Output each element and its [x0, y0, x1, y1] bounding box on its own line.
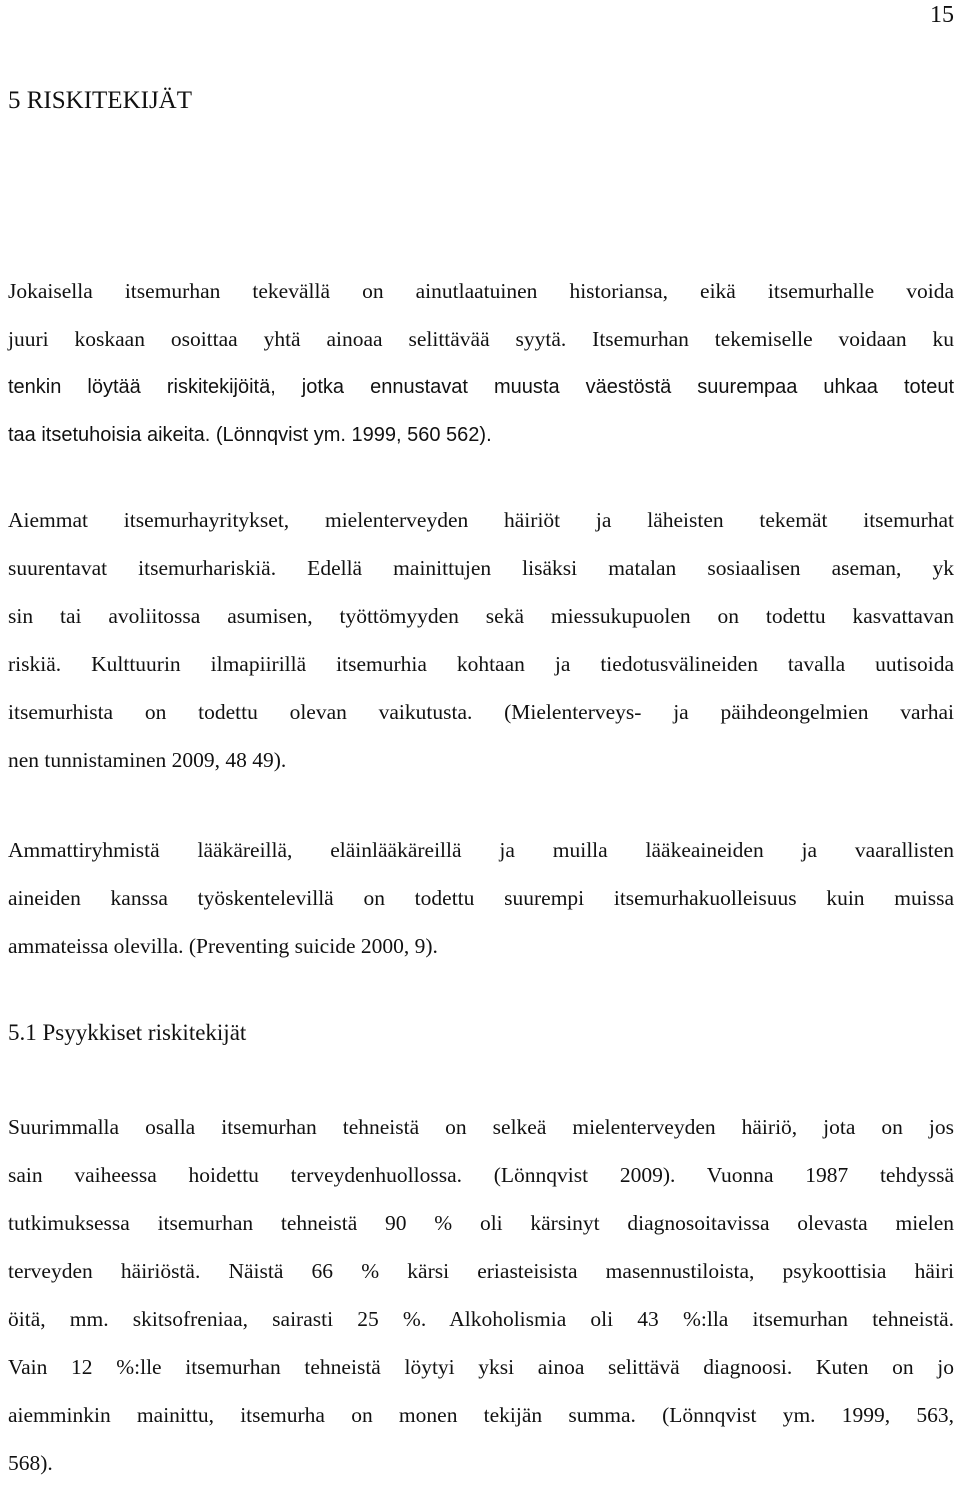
- paragraph-line: Ammattiryhmistä lääkäreillä, eläinlääkäreillä ja muilla lääkeaineiden ja vaarallisten: [8, 838, 954, 862]
- paragraph-line: Aiemmat itsemurhayritykset, mielenterveyden häiriöt ja läheisten tekemät itsemurhat: [8, 508, 954, 532]
- paragraph-line: aiemminkin mainittu, itsemurha on monen tekijän summa. (Lönnqvist ym. 1999, 563,: [8, 1403, 954, 1427]
- paragraph-line: riskiä. Kulttuurin ilmapiirillä itsemurhia kohtaan ja tiedotusvälineiden tavalla uutisoida: [8, 652, 954, 676]
- paragraph-line: taa itsetuhoisia aikeita. (Lönnqvist ym. 1999, 560 562).: [8, 424, 492, 446]
- paragraph-line: aineiden kanssa työskentelevillä on todettu suurempi itsemurhakuolleisuus kuin muissa: [8, 886, 954, 910]
- paragraph-line: suurentavat itsemurhariskiä. Edellä mainittujen lisäksi matalan sosiaalisen aseman, yk: [8, 556, 954, 580]
- paragraph-line: tenkin löytää riskitekijöitä, jotka ennustavat muusta väestöstä suurempaa uhkaa toteut: [8, 376, 954, 398]
- page-number: 15: [930, 2, 954, 28]
- paragraph-line: nen tunnistaminen 2009, 48 49).: [8, 748, 287, 772]
- paragraph-occupations: [8, 826, 954, 970]
- paragraph-line: ammateissa olevilla. (Preventing suicide 2000, 9).: [8, 934, 438, 958]
- section-heading: 5.1 Psyykkiset riskitekijät: [8, 1020, 247, 1045]
- paragraph-line: itsemurhista on todettu olevan vaikutusta. (Mielenterveys- ja päihdeongelmien varhai: [8, 700, 954, 724]
- paragraph-line: tutkimuksessa itsemurhan tehneistä 90 % oli kärsinyt diagnosoitavissa olevasta mielen: [8, 1211, 954, 1235]
- paragraph-line: sain vaiheessa hoidettu terveydenhuollossa. (Lönnqvist 2009). Vuonna 1987 tehdyssä: [8, 1163, 954, 1187]
- chapter-heading: 5 RISKITEKIJÄT: [8, 87, 193, 114]
- paragraph-risk-factors: [8, 496, 954, 784]
- paragraph-line: Jokaisella itsemurhan tekevällä on ainutlaatuinen historiansa, eikä itsemurhalle voida: [8, 279, 954, 303]
- paragraph-psychological: [8, 1103, 954, 1487]
- paragraph-line: Vain 12 %:lle itsemurhan tehneistä löytyi yksi ainoa selittävä diagnoosi. Kuten on jo: [8, 1355, 954, 1379]
- paragraph-line: juuri koskaan osoittaa yhtä ainoaa selittävää syytä. Itsemurhan tekemiselle voidaan ku: [8, 327, 954, 351]
- paragraph-line: sin tai avoliitossa asumisen, työttömyyden sekä miessukupuolen on todettu kasvattavan: [8, 604, 954, 628]
- paragraph-line: öitä, mm. skitsofreniaa, sairasti 25 %. Alkoholismia oli 43 %:lla itsemurhan tehneistä.: [8, 1307, 954, 1331]
- paragraph-line: 568).: [8, 1451, 53, 1475]
- paragraph-intro: [8, 267, 954, 459]
- paragraph-line: terveyden häiriöstä. Näistä 66 % kärsi eriasteisista masennustiloista, psykoottisia häiri: [8, 1259, 954, 1283]
- paragraph-line: Suurimmalla osalla itsemurhan tehneistä on selkeä mielenterveyden häiriö, jota on jos: [8, 1115, 954, 1139]
